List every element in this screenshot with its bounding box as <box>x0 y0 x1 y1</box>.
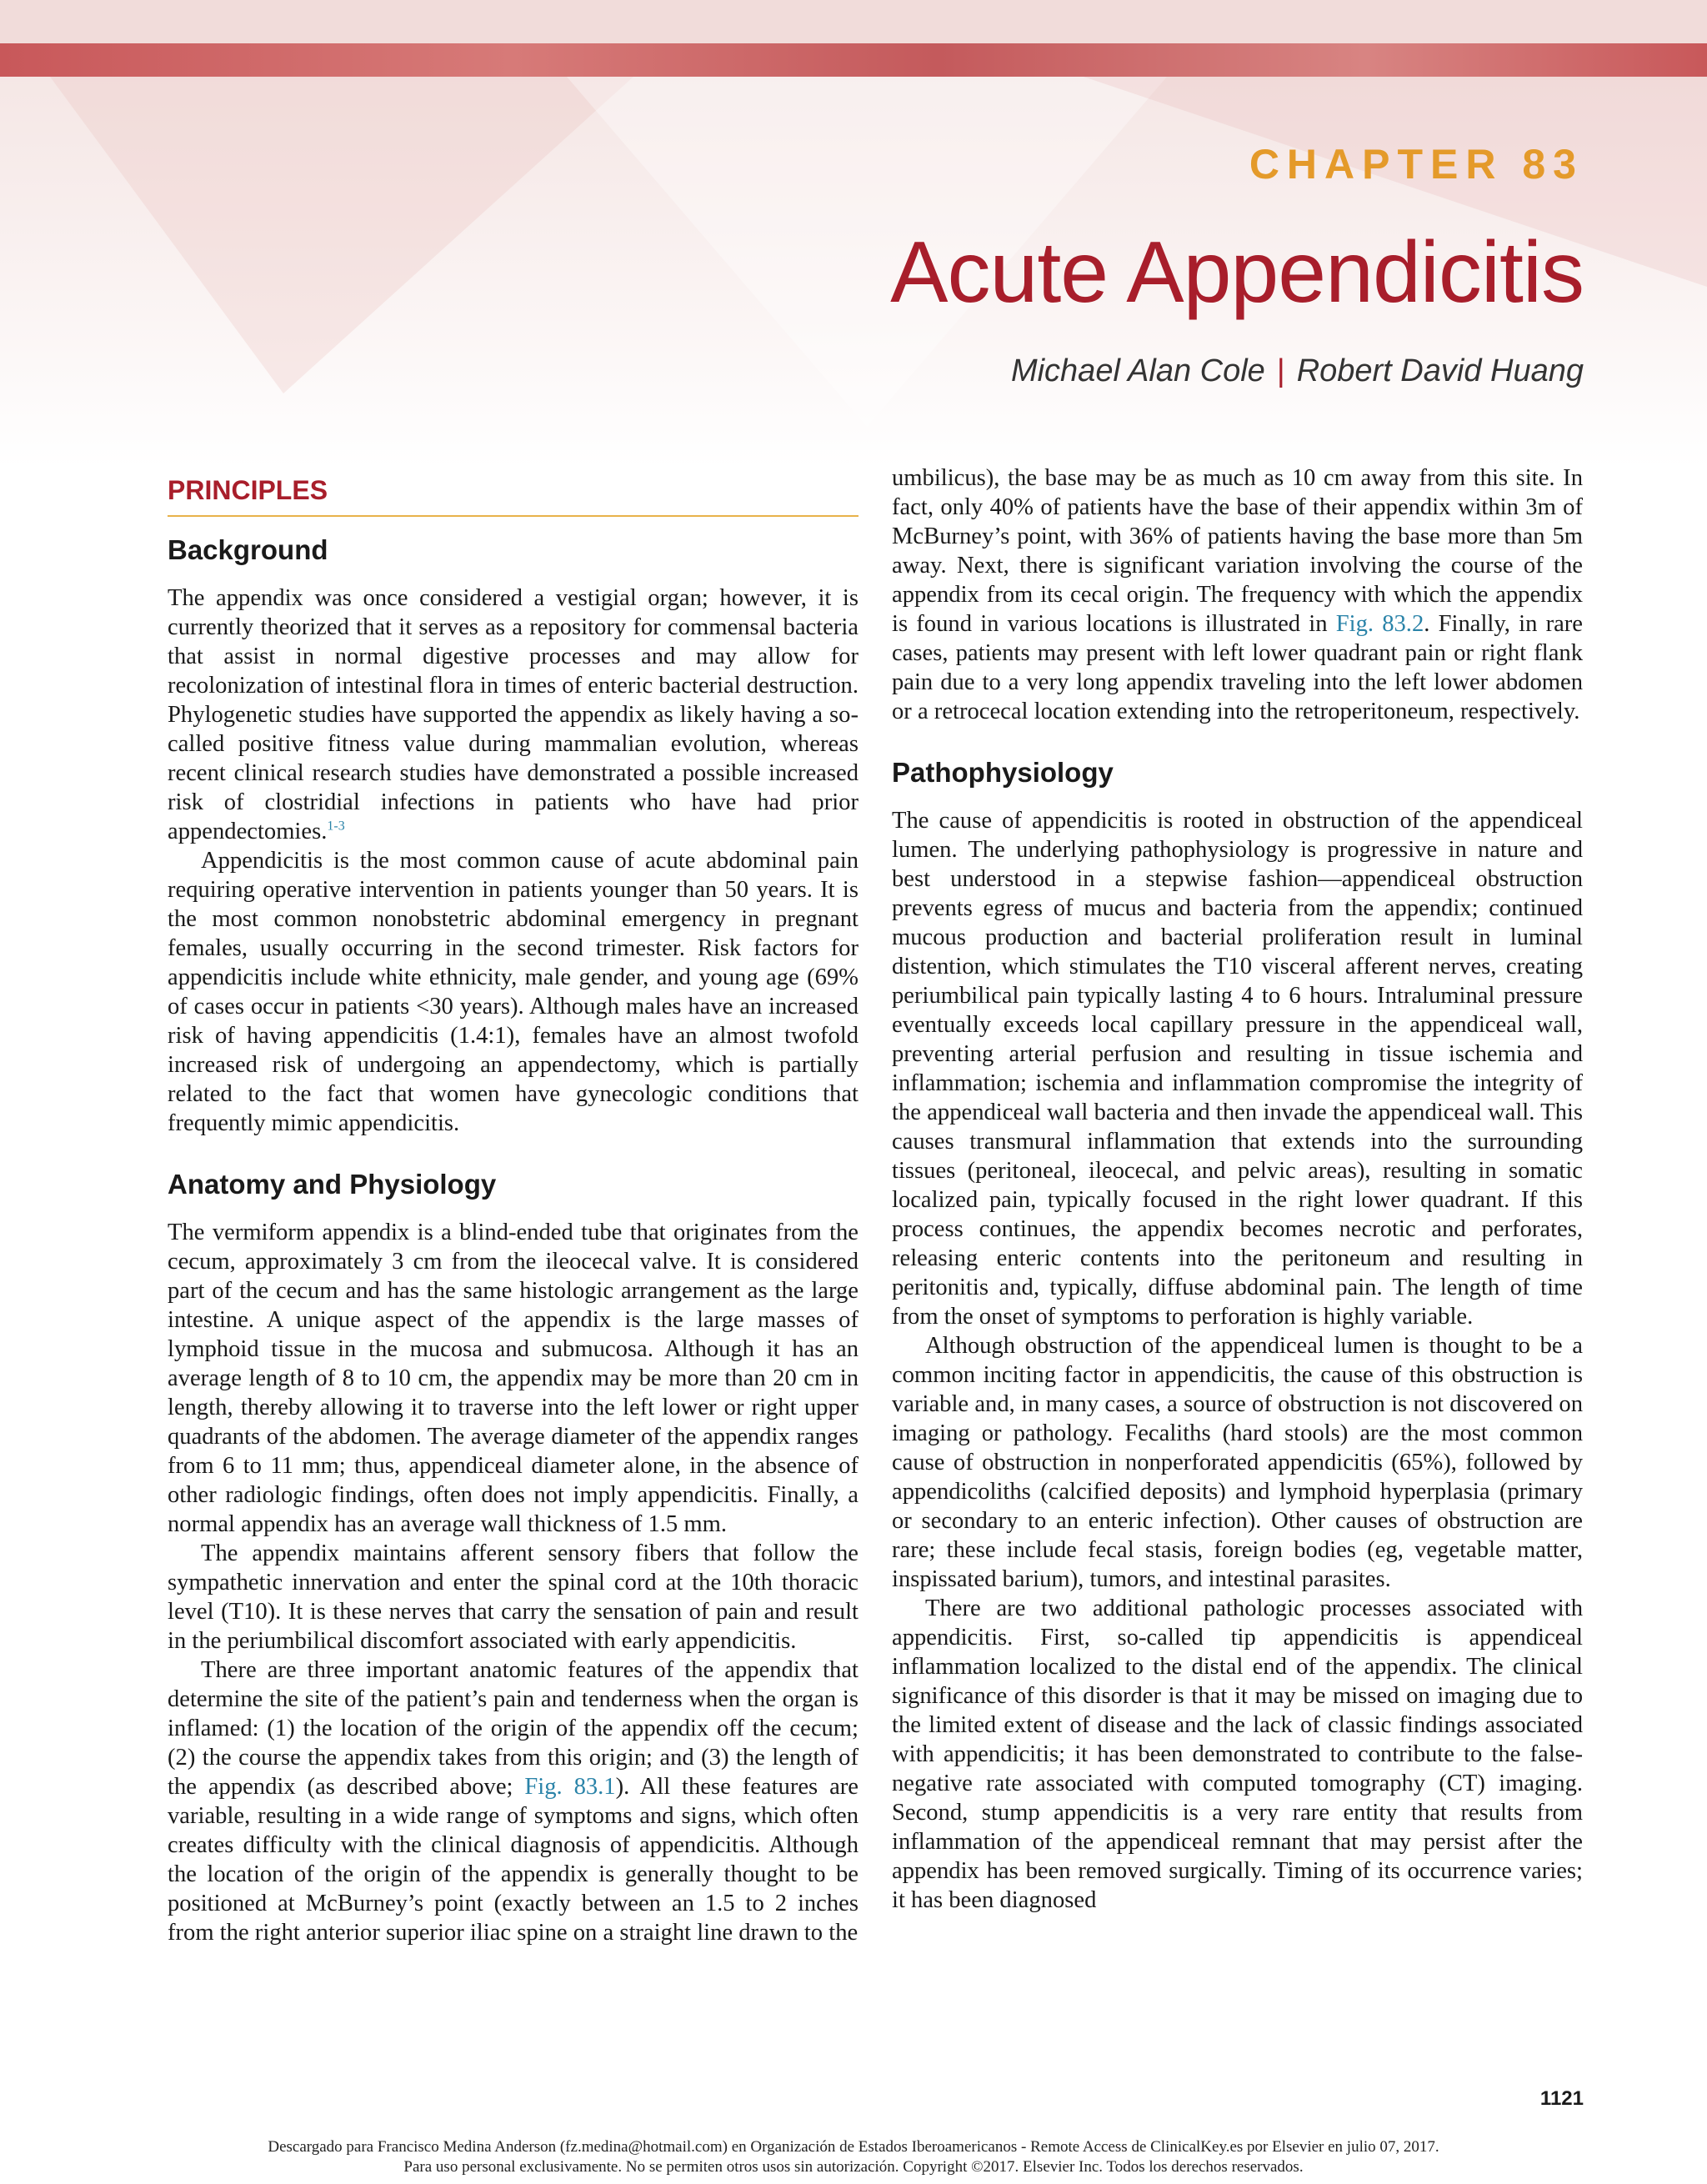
paragraph-text: . Finally, in rare cases, patients may present with left lower quadrant pain or right flank pain due to a very long appendix traveling into the left lower abdomen or a retrocecal location extending into the retroperitoneum, respectively. <box>892 611 1584 724</box>
figure-link[interactable]: Fig. 83.2 <box>1335 611 1424 637</box>
paragraph: Appendicitis is the most common cause of acute abdominal pain requiring operative intervention in patients younger than 50 years. It is the most common nonobstetric abdominal emergency in pregnant females, usually occurring in the second trimester. Risk factors for appendicitis include white ethnicity, male gender, and young age (69% of cases occur in patients <30 years). Although males have an increased risk of having appendicitis (1.4:1), females have an almost twofold increased risk of undergoing an appendectomy, which is partially related to the fact that women have gynecologic conditions that frequently mimic appendicitis. <box>168 848 859 1136</box>
section-heading-principles: PRINCIPLES <box>168 473 859 517</box>
subheading-background: Background <box>168 534 328 565</box>
author-separator: | <box>1276 353 1285 388</box>
author-name: Robert David Huang <box>1296 353 1584 388</box>
header-stripe-light <box>0 0 1707 43</box>
download-notice: Descargado para Francisco Medina Anderson (fz.medina@hotmail.com) en Organización de Estados Iberoamericanos - Remote Access de ClinicalKey.es por Elsevier en julio 07, 2017. <box>268 2138 1439 2156</box>
paragraph: Although obstruction of the appendiceal lumen is thought to be a common inciting factor in appendicitis, the cause of this obstruction is variable and, in many cases, a source of obstruction is not discovered on imaging or pathology. Fecaliths (hard stools) are the most common cause of obstruction in nonperforated appendicitis (65%), followed by appendicoliths (calcified deposits) and lymphoid hyperplasia (primary or secondary to an enteric infection). Other causes of obstruction are rare; these include fecal stasis, foreign bodies (eg, vegetable matter, inspissated barium), tumors, and intestinal parasites. <box>892 1333 1583 1592</box>
paragraph <box>168 584 859 846</box>
paragraph <box>168 1656 859 1947</box>
header-stripe-red <box>0 43 1707 77</box>
paragraph-text: umbilicus), the base may be as much as 10 cm away from this site. In fact, only 40% of patients have the base of their appendix within 3m of McBurney’s point, with 36% of patients having the base more than 5m away. Next, there is significant variation involving the course of the appendix from its cecal origin. The frequency with which the appendix is found in various locations is illustrated in <box>892 465 1583 637</box>
subheading-anatomy: Anatomy and Physiology <box>168 1169 497 1200</box>
paragraph-text: ). All these features are variable, resulting in a wide range of symptoms and signs, which often creates difficulty with the clinical diagnosis of appendicitis. Although the location of the origin of the appendix is generally thought to be positioned at McBurney’s point (exactly between an 1.5 to 2 inches from the right anterior superior iliac spine on a straight line drawn to the <box>168 1774 859 1946</box>
page-number: 1121 <box>1539 2087 1584 2110</box>
reference-superscript[interactable]: 1-3 <box>327 819 345 834</box>
paragraph <box>892 463 1583 726</box>
chapter-title: Acute Appendicitis <box>890 224 1584 321</box>
copyright-notice: Para uso personal exclusivamente. No se permiten otros usos sin autorización. Copyright ©2017. Elsevier Inc. Todos los derechos reservados. <box>403 2158 1304 2176</box>
right-column <box>892 463 1583 1915</box>
paragraph: The vermiform appendix is a blind-ended tube that originates from the cecum, approximately 3 cm from the ileocecal valve. It is considered part of the cecum and has the same histologic arrangement as the large intestine. A unique aspect of the appendix is the large masses of lymphoid tissue in the mucosa and submucosa. Although it has an average length of 8 to 10 cm, the appendix may be more than 20 cm in length, thereby allowing it to traverse into the left lower or right upper quadrants of the abdomen. The average diameter of the appendix ranges from 6 to 11 mm; thus, appendiceal diameter alone, in the absence of other radiologic findings, often does not imply appendicitis. Finally, a normal appendix has an average wall thickness of 1.5 mm. <box>168 1220 859 1537</box>
figure-link[interactable]: Fig. 83.1 <box>524 1774 616 1800</box>
author-name: Michael Alan Cole <box>1010 353 1265 388</box>
paragraph: The cause of appendicitis is rooted in obstruction of the appendiceal lumen. The underlying pathophysiology is progressive in nature and best understood in a stepwise fashion—appendiceal obstruction prevents egress of mucus and bacteria from the appendix; continued mucous production and bacterial proliferation result in luminal distention, which stimulates the T10 visceral afferent nerves, creating periumbilical pain typically lasting 4 to 6 hours. Intraluminal pressure eventually exceeds local capillary pressure in the appendiceal wall, preventing arterial perfusion and resulting in tissue ischemia and inflammation; ischemia and inflammation compromise the integrity of the appendiceal wall bacteria and then invade the appendiceal wall. This causes transmural inflammation that extends into the surrounding tissues (peritoneal, ileocecal, and pelvic areas), resulting in somatic localized pain, typically focused in the right lower quadrant. If this process continues, the appendix becomes necrotic and perforates, releasing enteric contents into the peritoneum and resulting in peritonitis and, typically, diffuse abdominal pain. The length of time from the onset of symptoms to perforation is highly variable. <box>892 808 1583 1330</box>
chapter-authors <box>1011 353 1584 389</box>
left-column <box>168 463 859 1947</box>
paragraph: There are two additional pathologic processes associated with appendicitis. First, so-called tip appendicitis is appendiceal inflammation localized to the distal end of the appendix. The clinical significance of this disorder is that it may be missed on imaging due to the limited extent of disease and the lack of classic findings associated with appendicitis; it has been demonstrated to contribute to the false-negative rate associated with computed tomography (CT) imaging. Second, stump appendicitis is a very rare entity that results from inflammation of the appendiceal remnant that may persist after the appendix has been removed surgically. Timing of its occurrence varies; it has been diagnosed <box>892 1595 1583 1913</box>
chapter-label: CHAPTER 83 <box>1249 141 1584 188</box>
subheading-pathophysiology: Pathophysiology <box>892 757 1114 788</box>
paragraph: The appendix maintains afferent sensory fibers that follow the sympathetic innervation and enter the spinal cord at the 10th thoracic level (T10). It is these nerves that carry the sensation of pain and result in the periumbilical discomfort associated with early appendicitis. <box>168 1540 859 1654</box>
paragraph-text: The appendix was once considered a vestigial organ; however, it is currently theorized that it serves as a repository for commensal bacteria that assist in normal digestive processes and may allow for recolonization of intestinal flora in times of enteric bacterial destruction. Phylogenetic studies have supported the appendix as likely having a so-called positive fitness value during mammalian evolution, whereas recent clinical research studies have demonstrated a possible increased risk of clostridial infections in patients who have had prior appendectomies. <box>168 585 859 844</box>
decorative-facet <box>50 77 633 393</box>
paragraph-text: There are three important anatomic features of the appendix that determine the site of the patient’s pain and tenderness when the organ is inflamed: (1) the location of the origin of the appendix off the cecum; (2) the course the appendix takes from this origin; and (3) the length of the appendix (as described above; <box>168 1657 859 1800</box>
